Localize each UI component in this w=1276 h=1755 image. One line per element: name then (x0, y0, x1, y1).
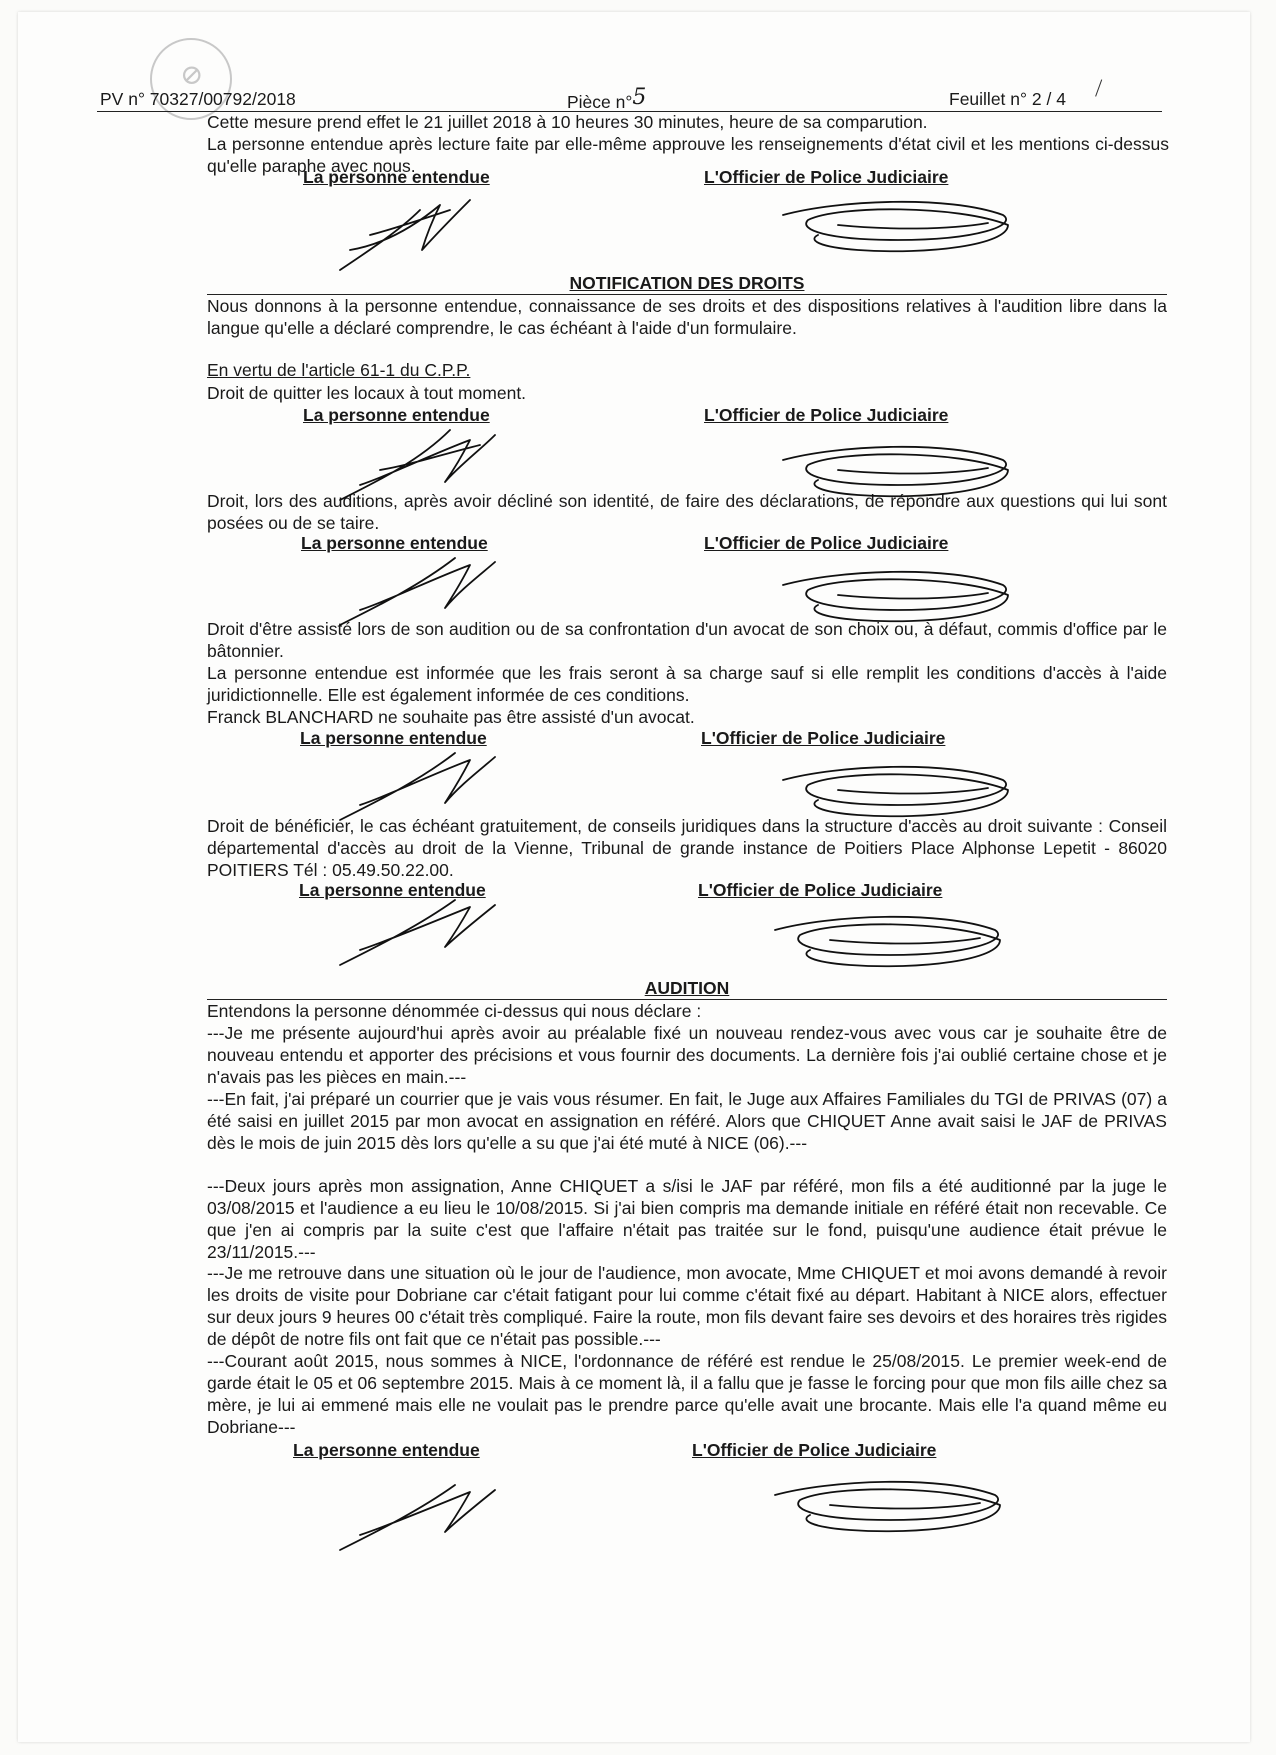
signature-label-person: La personne entendue (299, 880, 486, 900)
signature-row-6 (207, 1440, 1167, 1462)
right-lawyer-fees: La personne entendue est informée que les frais seront à sa charge sauf si elle remplit les conditions d'accès à l'aide juridictionnelle. Elle est également informée de ces conditions. (207, 663, 1167, 705)
intro-line-2: La personne entendue après lecture faite par elle-même approuve les renseignements d'état civil et les mentions ci-dessus qu'elle paraphe avec nous. (207, 134, 1169, 176)
audition-paragraph: ---En fait, j'ai préparé un courrier que je vais vous résumer. En fait, le Juge aux Affaires Familiales du TGI de PRIVAS (07) a été saisi en juillet 2015 par mon avocat en assignation en référé. Alors que CHIQUET Anne avait saisi le JAF de PRIVAS dès le mois de juin 2015 dès lors qu'elle a su que j'ai été muté à NICE (06).--- (207, 1089, 1167, 1153)
signature-label-officer: L'Officier de Police Judiciaire (704, 405, 949, 425)
notification-intro: Nous donnons à la personne entendue, connaissance de ses droits et des dispositions relatives à l'audition libre dans la langue qu'elle a déclaré comprendre, le cas échéant à l'aide d'un formulaire. (207, 296, 1167, 338)
signature-label-officer: L'Officier de Police Judiciaire (704, 533, 949, 553)
audition-paragraph: ---Je me présente aujourd'hui après avoir au préalable fixé un nouveau rendez-vous avec vous car je souhaite être de nouveau entendu et apporter des précisions et vous fournir des documents. La dernière fois j'ai oublié certaine chose et je n'avais pas les pièces en main.--- (207, 1023, 1167, 1087)
handwritten-signature-officer (778, 565, 1018, 635)
signature-label-officer: L'Officier de Police Judiciaire (698, 880, 943, 900)
signature-label-officer: L'Officier de Police Judiciaire (701, 728, 946, 748)
pv-number: PV n° 70327/00792/2018 (100, 89, 296, 109)
handwritten-signature-person (330, 1480, 500, 1555)
handwritten-signature-officer (778, 440, 1018, 510)
stamp-mark: ⊘ (150, 38, 232, 120)
handwritten-signature-person (330, 190, 490, 280)
intro-line-1: Cette mesure prend effet le 21 juillet 2018 à 10 heures 30 minutes, heure de sa comparution. (207, 112, 928, 132)
signature-label-person: La personne entendue (301, 533, 488, 553)
signature-label-person: La personne entendue (293, 1440, 480, 1460)
handwritten-signature-person (330, 895, 500, 970)
audition-paragraph: ---Je me retrouve dans une situation où le jour de l'audience, mon avocate, Mme CHIQUET et moi avons demandé à revoir les droits de visite pour Dobriane car c'était fatigant pour lui comme c'était fixé au départ. Habitant à NICE alors, effectuer sur deux jours 9 heures 00 c'était très compliqué. Faire la route, mon fils devant faire ses devoirs et des horaires très rigides de dépôt de notre fils ont fait que ce n'était pas possible.--- (207, 1263, 1167, 1349)
handwritten-signature-person (330, 420, 500, 510)
notification-article: En vertu de l'article 61-1 du C.P.P. (207, 360, 471, 380)
handwritten-signature-officer (778, 195, 1018, 265)
audition-title: AUDITION (207, 977, 1167, 1000)
right-legal-advice: Droit de bénéficier, le cas échéant gratuitement, de conseils juridiques dans la structure d'accès au droit suivante : Conseil départemental d'accès au droit de la Vienne, Tribunal de grande instance de Poitiers Place Alphonse Lepetit - 86020 POITIERS Tél : 05.49.50.22.00. (207, 816, 1167, 880)
signature-label-officer: L'Officier de Police Judiciaire (692, 1440, 937, 1460)
handwritten-signature-officer (770, 910, 1010, 980)
signature-label-person: La personne entendue (303, 167, 490, 187)
signature-label-person: La personne entendue (303, 405, 490, 425)
audition-paragraph: ---Deux jours après mon assignation, Anne CHIQUET a s/isi le JAF par référé, mon fils a été auditionné par la juge le 03/08/2015 et l'audience a eu lieu le 10/08/2015. Si j'ai bien compris ma demande initiale en référé était non recevable. Ce que j'en ai compris par la suite c'est que l'affaire n'était pas traitée sur le fond, puisqu'une audience était prévue le 23/11/2015.--- (207, 1176, 1167, 1262)
right-lawyer: Droit d'être assisté lors de son audition ou de sa confrontation d'un avocat de son choix ou, à défaut, commis d'office par le bâtonnier. (207, 619, 1167, 661)
page-header (97, 87, 1162, 112)
handwritten-signature-person (330, 550, 500, 630)
right-quit-premises: Droit de quitter les locaux à tout moment. (207, 383, 527, 403)
right-lawyer-decision: Franck BLANCHARD ne souhaite pas être assisté d'un avocat. (207, 707, 695, 727)
signature-label-officer: L'Officier de Police Judiciaire (704, 167, 949, 187)
audition-paragraph: ---Courant août 2015, nous sommes à NICE, l'ordonnance de référé est rendue le 25/08/2015. Le premier week-end de garde était le 05 et 06 septembre 2015. Mais à ce moment là, il a fallu que je fasse le forcing pour que mon fils aille chez sa mère, je lui ai emmené mais elle ne voulait pas le prendre parce qu'elle avait une brocante. Mais elle l'a quand même eu Dobriane--- (207, 1351, 1167, 1437)
piece-number: Pièce n°5 (567, 85, 647, 112)
feuillet-number: Feuillet n° 2 / 4 (949, 89, 1066, 109)
handwritten-signature-officer (778, 760, 1018, 830)
signature-label-person: La personne entendue (300, 728, 487, 748)
signature-row-1 (207, 167, 1167, 189)
handwritten-signature-person (330, 745, 500, 825)
audition-intro: Entendons la personne dénommée ci-dessus qui nous déclare : (207, 1001, 702, 1021)
handwritten-signature-officer (770, 1475, 1010, 1550)
right-silence: Droit, lors des auditions, après avoir décliné son identité, de faire des déclarations, de répondre aux questions qui lui sont posées ou de se taire. (207, 491, 1167, 533)
notification-title: NOTIFICATION DES DROITS (207, 272, 1167, 295)
piece-number-value: 5 (632, 85, 647, 110)
